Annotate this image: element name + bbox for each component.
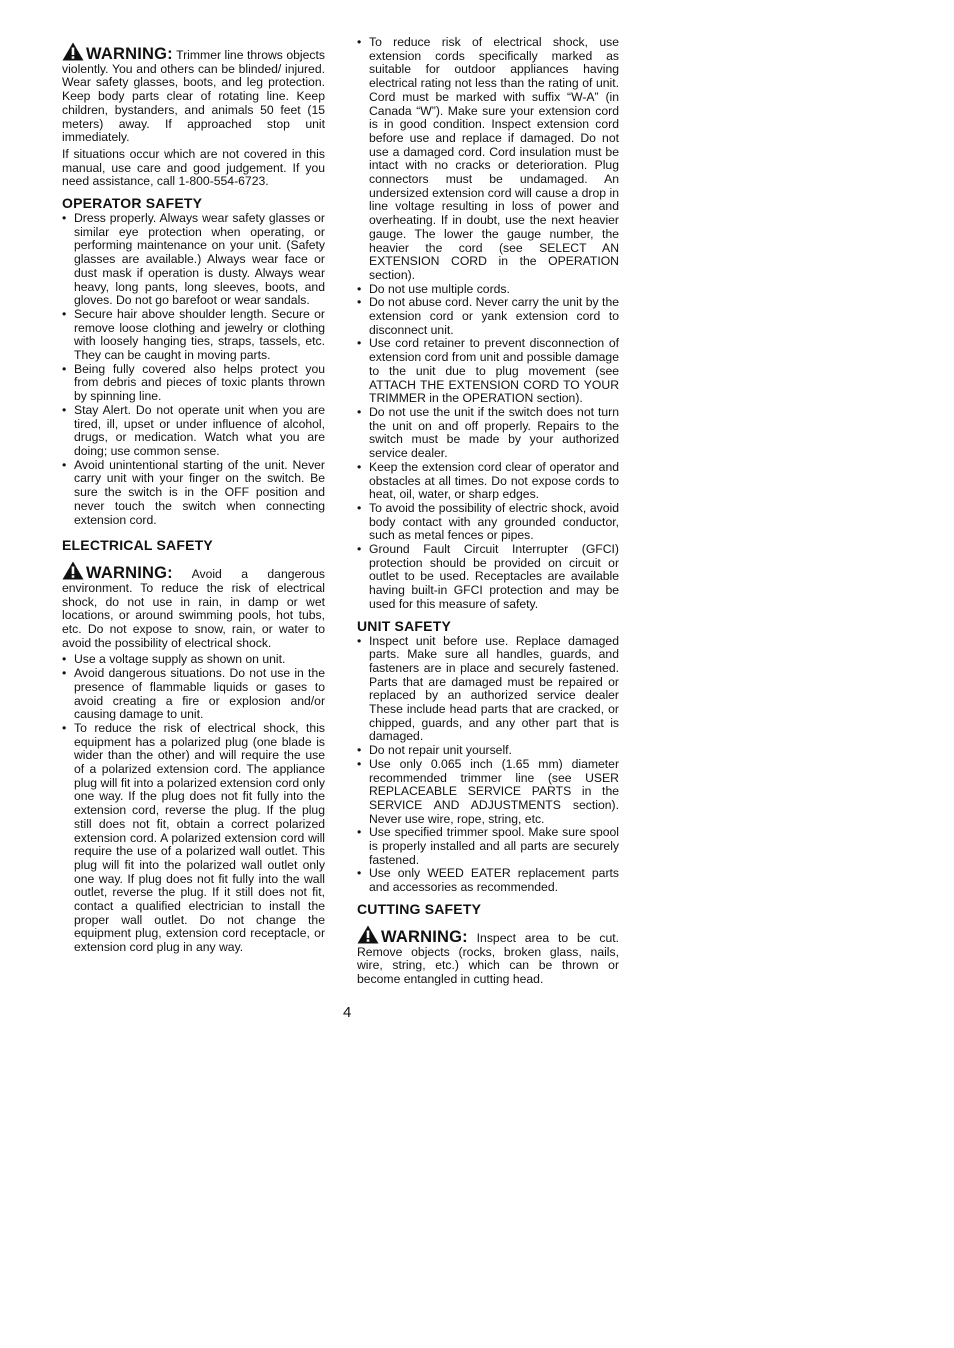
warning-text: Inspect area to be cut. Remove objects (rocks, broken glass, nails, wire, string, etc.) which can be thrown or become entangled in cutting head. <box>357 930 619 986</box>
list-item: • Do not abuse cord. Never carry the unit by the extension cord or yank extension cord to disconnect unit. <box>357 296 619 337</box>
list-item: • To reduce risk of electrical shock, use extension cords specifically marked as suitable for outdoor appliances having electrical rating not less than the rating of unit. Cord must be marked with suffix “W-A” (in Canada “W”). Make sure your extension cord is in good condition. Inspect extension cord before use and replace if damaged. Do not use a damaged cord. Cord insulation must be intact with no cracks or deterioration. Plug connectors must be undamaged. An undersized extension cord will cause a drop in line voltage resulting in loss of power and overheating. If in doubt, use the next heavier gauge. The lower the gauge number, the heavier the cord (see SELECT AN EXTENSION CORD in the OPERATION section). <box>357 36 619 283</box>
warning-dangerous-environment <box>62 561 325 650</box>
electrical-safety-list-continued <box>357 36 619 612</box>
warning-text: Avoid a dangerous environment. To reduce the risk of electrical shock, do not use in rain, in damp or wet locations, or around swimming pools, hot tubs, etc. Do not expose to snow, rain, or water to avoid the possibility of electrical shock. <box>62 567 325 650</box>
list-item: • Stay Alert. Do not operate unit when you are tired, ill, upset or under influence of alcohol, drugs, or medication. Watch what you are doing; use common sense. <box>62 404 325 459</box>
list-item: • Use only WEED EATER replacement parts and accessories as recommended. <box>357 867 619 894</box>
left-column <box>62 36 325 955</box>
list-item: • Dress properly. Always wear safety glasses or similar eye protection when operating, or performing maintenance on your unit. (Safety glasses are available.) Always wear face or dust mask if operation is dusty. Always wear heavy, long pants, long sleeves, boots, and gloves. Do not go barefoot or wear sandals. <box>62 212 325 308</box>
operator-safety-list <box>62 212 325 527</box>
warning-triangle-icon <box>62 561 84 580</box>
list-item: • Being fully covered also helps protect you from debris and pieces of toxic plants thrown by spinning line. <box>62 363 325 404</box>
right-column <box>357 36 619 990</box>
list-item: • Do not use the unit if the switch does not turn the unit on and off properly. Repairs to the switch must be made by your authorized service dealer. <box>357 406 619 461</box>
list-item: • Use a voltage supply as shown on unit. <box>62 653 325 667</box>
warning-inspect-area <box>357 925 619 987</box>
list-item: • Inspect unit before use. Replace damaged parts. Make sure all handles, guards, and fasteners are in place and securely fastened. Parts that are damaged must be repaired or replaced by an authorized service dealer These include head parts that are cracked, or chipped, guards, and any other part that is damaged. <box>357 635 619 745</box>
list-item: • To reduce the risk of electrical shock, this equipment has a polarized plug (one blade is wider than the other) and will require the use of a polarized extension cord. The appliance plug will fit into a polarized extension cord only one way. If the plug does not fit fully into the extension cord, reverse the plug. If the plug still does not fit, obtain a correct polarized extension cord. A polarized extension cord will require the use of a polarized wall outlet. This plug will fit into the polarized wall outlet only one way. If plug does not fit fully into the wall outlet, reverse the plug. If it still does not fit, contact a qualified electrician to install the proper wall outlet. Do not change the equipment plug, extension cord receptacle, or extension cord plug in any way. <box>62 722 325 955</box>
warning-text: Trimmer line throws objects violently. You and others can be blinded/ injured. Wear safety glasses, boots, and leg protection. Keep body parts clear of rotating line. Keep children, bystanders, and animals 50 feet (15 meters) away. If approached stop unit immediately. <box>62 48 325 145</box>
cutting-safety-heading: CUTTING SAFETY <box>357 900 482 917</box>
list-item: • Secure hair above shoulder length. Secure or remove loose clothing and jewelry or clothing with loosely hanging ties, straps, tassels, etc. They can be caught in moving parts. <box>62 308 325 363</box>
warning-triangle-icon <box>62 42 84 61</box>
electrical-safety-heading: ELECTRICAL SAFETY <box>62 537 213 554</box>
unit-safety-heading: UNIT SAFETY <box>357 617 451 634</box>
list-item: • Do not use multiple cords. <box>357 283 619 297</box>
list-item: • Use only 0.065 inch (1.65 mm) diameter recommended trimmer line (see USER REPLACEABLE SERVICE PARTS in the SERVICE AND ADJUSTMENTS section). Never use wire, rope, string, etc. <box>357 758 619 827</box>
warning-label: WARNING: <box>357 928 468 946</box>
operator-safety-heading: OPERATOR SAFETY <box>62 195 203 212</box>
list-item: • To avoid the possibility of electric shock, avoid body contact with any grounded conductor, such as metal fences or pipes. <box>357 502 619 543</box>
list-item: • Avoid dangerous situations. Do not use in the presence of flammable liquids or gases to avoid creating a fire or explosion and/or causing damage to unit. <box>62 667 325 722</box>
list-item: • Keep the extension cord clear of operator and obstacles at all times. Do not expose cords to heat, oil, water, or sharp edges. <box>357 461 619 502</box>
warning-label: WARNING: <box>62 45 173 63</box>
warning-thrown-objects <box>62 42 325 145</box>
warning-triangle-icon <box>357 925 379 944</box>
unit-safety-list <box>357 635 619 895</box>
list-item: • Avoid unintentional starting of the unit. Never carry unit with your finger on the switch. Be sure the switch is in the OFF position and never touch the switch when connecting extension cord. <box>62 459 325 528</box>
intro-paragraph: If situations occur which are not covered in this manual, use care and good judgement. If you need assistance, call 1-800-554-6723. <box>62 146 325 189</box>
list-item: • Do not repair unit yourself. <box>357 744 619 758</box>
list-item: • Use cord retainer to prevent disconnection of extension cord from unit and possible damage to the unit due to plug movement (see ATTACH THE EXTENSION CORD TO YOUR TRIMMER in the OPERATION section). <box>357 337 619 406</box>
warning-label: WARNING: <box>62 564 173 582</box>
page-number: 4 <box>343 1004 352 1021</box>
electrical-safety-list <box>62 653 325 954</box>
list-item: • Ground Fault Circuit Interrupter (GFCI) protection should be provided on circuit or outlet to be used. Receptacles are available having built-in GFCI protection and may be used for this measure of safety. <box>357 543 619 612</box>
list-item: • Use specified trimmer spool. Make sure spool is properly installed and all parts are securely fastened. <box>357 826 619 867</box>
